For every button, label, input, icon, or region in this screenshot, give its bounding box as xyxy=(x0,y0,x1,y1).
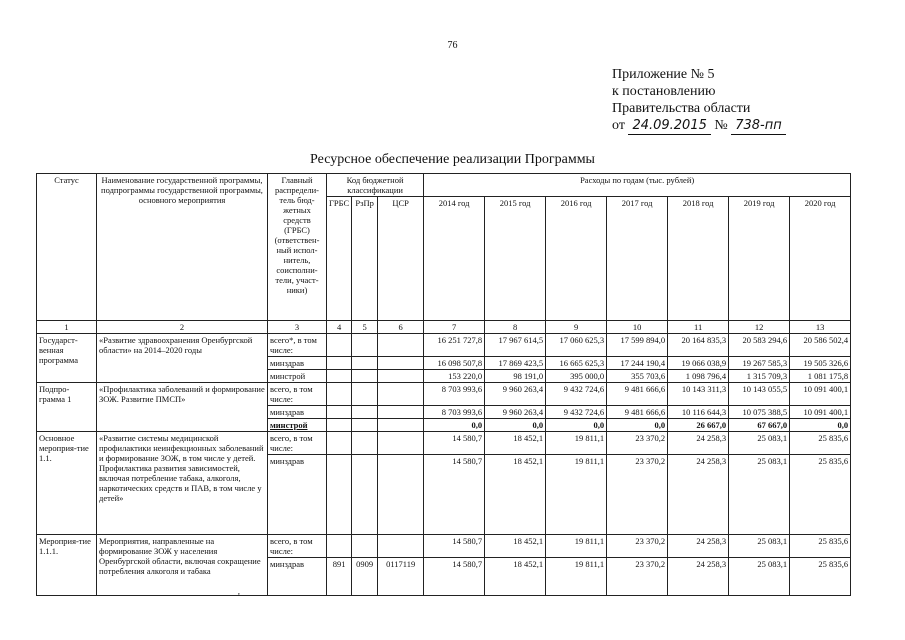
row-value: 20 586 502,4 xyxy=(790,334,851,357)
row-grbs: всего, в том числе: xyxy=(268,535,327,558)
row-value: 14 580,7 xyxy=(424,455,485,535)
row-value: 24 258,3 xyxy=(668,535,729,558)
row-name: «Развитие системы медицинской профилактики неинфекционных заболеваний и формирование ЗОЖ, в том числе у детей. Профилактика развития зависимостей, включая потребление табака, алкоголя, наркотических средств и ПАВ, в том числе у детей» xyxy=(97,432,268,535)
row-value: 355 703,6 xyxy=(607,370,668,383)
row-grbs: минстрой xyxy=(268,370,327,383)
row-code-rzpr xyxy=(352,406,378,419)
row-value: 26 667,0 xyxy=(668,419,729,432)
row-code-csr xyxy=(378,419,424,432)
row-value: 9 960 263,4 xyxy=(485,383,546,406)
row-value: 14 580,7 xyxy=(424,432,485,455)
row-grbs: минздрав xyxy=(268,406,327,419)
row-status: Подпро-грамма 1 xyxy=(37,383,97,432)
row-code-csr xyxy=(378,334,424,357)
row-code-csr xyxy=(378,406,424,419)
table-row xyxy=(37,334,851,357)
document-title: Ресурсное обеспечение реализации Программы xyxy=(310,152,595,167)
row-grbs: всего, в том числе: xyxy=(268,432,327,455)
row-code-grbs xyxy=(327,406,352,419)
row-value: 9 960 263,4 xyxy=(485,406,546,419)
appendix-prefix: от xyxy=(612,118,625,133)
row-grbs: минстрой xyxy=(268,419,327,432)
row-value: 18 452,1 xyxy=(485,535,546,558)
handwritten-date: 24.09.2015 xyxy=(628,117,710,135)
header-expenses: Расходы по годам (тыс. рублей) xyxy=(424,174,851,197)
row-value: 10 143 311,3 xyxy=(668,383,729,406)
header-budget-code: Код бюджетной классификации xyxy=(327,174,424,197)
row-value: 16 665 625,3 xyxy=(546,357,607,370)
row-value: 23 370,2 xyxy=(607,432,668,455)
row-value: 67 667,0 xyxy=(729,419,790,432)
table-row xyxy=(37,432,851,455)
column-number: 2 xyxy=(97,321,268,334)
row-value: 9 432 724,6 xyxy=(546,406,607,419)
row-value: 0,0 xyxy=(485,419,546,432)
row-value: 1 098 796,4 xyxy=(668,370,729,383)
row-value: 17 599 894,0 xyxy=(607,334,668,357)
appendix-block xyxy=(612,66,786,135)
column-number: 12 xyxy=(729,321,790,334)
row-value: 10 091 400,1 xyxy=(790,383,851,406)
row-code-rzpr xyxy=(352,370,378,383)
row-code-grbs xyxy=(327,357,352,370)
row-value: 19 811,1 xyxy=(546,455,607,535)
column-number: 11 xyxy=(668,321,729,334)
row-code-grbs xyxy=(327,535,352,558)
row-value: 25 083,1 xyxy=(729,432,790,455)
row-value: 20 583 294,6 xyxy=(729,334,790,357)
row-value: 9 432 724,6 xyxy=(546,383,607,406)
column-number: 9 xyxy=(546,321,607,334)
row-value: 395 000,0 xyxy=(546,370,607,383)
row-value: 10 091 400,1 xyxy=(790,406,851,419)
row-code-rzpr xyxy=(352,535,378,558)
row-value: 19 811,1 xyxy=(546,432,607,455)
row-value: 24 258,3 xyxy=(668,455,729,535)
header-year: 2014 год xyxy=(424,197,485,321)
handwritten-number: 738-пп xyxy=(731,117,786,135)
row-value: 16 251 727,8 xyxy=(424,334,485,357)
row-value: 19 267 585,3 xyxy=(729,357,790,370)
row-value: 17 244 190,4 xyxy=(607,357,668,370)
row-code-csr xyxy=(378,370,424,383)
row-value: 20 164 835,3 xyxy=(668,334,729,357)
row-status: Мероприя-тие 1.1.1. xyxy=(37,535,97,596)
column-number: 3 xyxy=(268,321,327,334)
row-value: 18 452,1 xyxy=(485,558,546,596)
row-value: 17 060 625,3 xyxy=(546,334,607,357)
row-value: 0,0 xyxy=(424,419,485,432)
row-value: 8 703 993,6 xyxy=(424,383,485,406)
row-value: 10 143 055,5 xyxy=(729,383,790,406)
row-value: 10 116 644,3 xyxy=(668,406,729,419)
row-value: 25 835,6 xyxy=(790,455,851,535)
header-year: 2019 год xyxy=(729,197,790,321)
row-code-csr xyxy=(378,535,424,558)
row-value: 17 869 423,5 xyxy=(485,357,546,370)
header-year: 2015 год xyxy=(485,197,546,321)
row-code-rzpr xyxy=(352,334,378,357)
row-code-grbs xyxy=(327,370,352,383)
row-status: Государст-венная программа xyxy=(37,334,97,383)
appendix-line-2: к постановлению xyxy=(612,84,716,99)
row-value: 8 703 993,6 xyxy=(424,406,485,419)
row-value: 18 452,1 xyxy=(485,455,546,535)
row-grbs: минздрав xyxy=(268,357,327,370)
row-code-rzpr xyxy=(352,383,378,406)
row-value: 23 370,2 xyxy=(607,455,668,535)
row-code-rzpr xyxy=(352,357,378,370)
row-value: 19 066 038,9 xyxy=(668,357,729,370)
row-code-csr xyxy=(378,357,424,370)
column-number: 13 xyxy=(790,321,851,334)
number-sign: № xyxy=(714,118,728,133)
column-number: 10 xyxy=(607,321,668,334)
header-name: Наименование государственной программы, подпрограммы государственной программы, основного мероприятия xyxy=(97,174,268,321)
row-value: 9 481 666,6 xyxy=(607,383,668,406)
header-year: 2017 год xyxy=(607,197,668,321)
row-grbs: минздрав xyxy=(268,558,327,596)
row-value: 0,0 xyxy=(546,419,607,432)
row-code-grbs xyxy=(327,334,352,357)
row-name: «Профилактика заболеваний и формирование ЗОЖ. Развитие ПМСП» xyxy=(97,383,268,432)
row-code-grbs xyxy=(327,455,352,535)
header-year: 2018 год xyxy=(668,197,729,321)
row-code-rzpr xyxy=(352,455,378,535)
row-value: 1 081 175,8 xyxy=(790,370,851,383)
row-name: «Развитие здравоохранения Оренбургской области» на 2014–2020 годы xyxy=(97,334,268,383)
row-value: 18 452,1 xyxy=(485,432,546,455)
row-value: 19 811,1 xyxy=(546,558,607,596)
row-value: 25 835,6 xyxy=(790,558,851,596)
header-status: Статус xyxy=(37,174,97,321)
row-value: 14 580,7 xyxy=(424,558,485,596)
table-row xyxy=(37,383,851,406)
appendix-date-line xyxy=(612,117,786,135)
row-code-rzpr xyxy=(352,419,378,432)
row-value: 16 098 507,8 xyxy=(424,357,485,370)
column-number: 5 xyxy=(352,321,378,334)
row-value: 0,0 xyxy=(790,419,851,432)
row-code-csr xyxy=(378,455,424,535)
row-value: 25 083,1 xyxy=(729,535,790,558)
row-grbs: всего, в том числе: xyxy=(268,383,327,406)
row-code-grbs xyxy=(327,419,352,432)
row-code-csr xyxy=(378,383,424,406)
footer-mark: ' xyxy=(238,592,240,603)
row-value: 17 967 614,5 xyxy=(485,334,546,357)
table-row xyxy=(37,535,851,558)
header-year: 2020 год xyxy=(790,197,851,321)
row-grbs: минздрав xyxy=(268,455,327,535)
resource-table xyxy=(36,173,851,596)
row-value: 24 258,3 xyxy=(668,558,729,596)
row-value: 25 835,6 xyxy=(790,432,851,455)
row-status: Основное мероприя-тие 1.1. xyxy=(37,432,97,535)
row-code-grbs: 891 xyxy=(327,558,352,596)
row-value: 23 370,2 xyxy=(607,535,668,558)
row-value: 25 083,1 xyxy=(729,455,790,535)
row-value: 9 481 666,6 xyxy=(607,406,668,419)
row-value: 0,0 xyxy=(607,419,668,432)
row-code-grbs xyxy=(327,383,352,406)
row-code-rzpr xyxy=(352,432,378,455)
column-number: 1 xyxy=(37,321,97,334)
row-value: 24 258,3 xyxy=(668,432,729,455)
row-value: 19 505 326,6 xyxy=(790,357,851,370)
row-value: 10 075 388,5 xyxy=(729,406,790,419)
row-value: 25 083,1 xyxy=(729,558,790,596)
column-number: 6 xyxy=(378,321,424,334)
header-grbs: Главный распредели-тель бюд-жетных средств (ГРБС) (ответствен-ный испол-нитель, соисполни-тели, участ-ники) xyxy=(268,174,327,321)
row-value: 1 315 709,3 xyxy=(729,370,790,383)
row-value: 23 370,2 xyxy=(607,558,668,596)
row-value: 19 811,1 xyxy=(546,535,607,558)
row-value: 98 191,0 xyxy=(485,370,546,383)
column-number: 7 xyxy=(424,321,485,334)
row-grbs: всего*, в том числе: xyxy=(268,334,327,357)
header-code-rzpr: РзПр xyxy=(352,197,378,321)
header-code-csr: ЦСР xyxy=(378,197,424,321)
row-code-grbs xyxy=(327,432,352,455)
row-name: Мероприятия, направленные на формирование ЗОЖ у населения Оренбургской области, включая сокращение потребления алкоголя и табака xyxy=(97,535,268,596)
row-code-csr: 0117119 xyxy=(378,558,424,596)
column-number: 8 xyxy=(485,321,546,334)
appendix-line-3: Правительства области xyxy=(612,101,751,116)
row-code-rzpr: 0909 xyxy=(352,558,378,596)
header-year: 2016 год xyxy=(546,197,607,321)
row-value: 14 580,7 xyxy=(424,535,485,558)
page-number: 76 xyxy=(447,40,458,51)
appendix-line-1: Приложение № 5 xyxy=(612,67,715,82)
row-value: 25 835,6 xyxy=(790,535,851,558)
column-number: 4 xyxy=(327,321,352,334)
row-value: 153 220,0 xyxy=(424,370,485,383)
header-code-grbs: ГРБС xyxy=(327,197,352,321)
row-code-csr xyxy=(378,432,424,455)
